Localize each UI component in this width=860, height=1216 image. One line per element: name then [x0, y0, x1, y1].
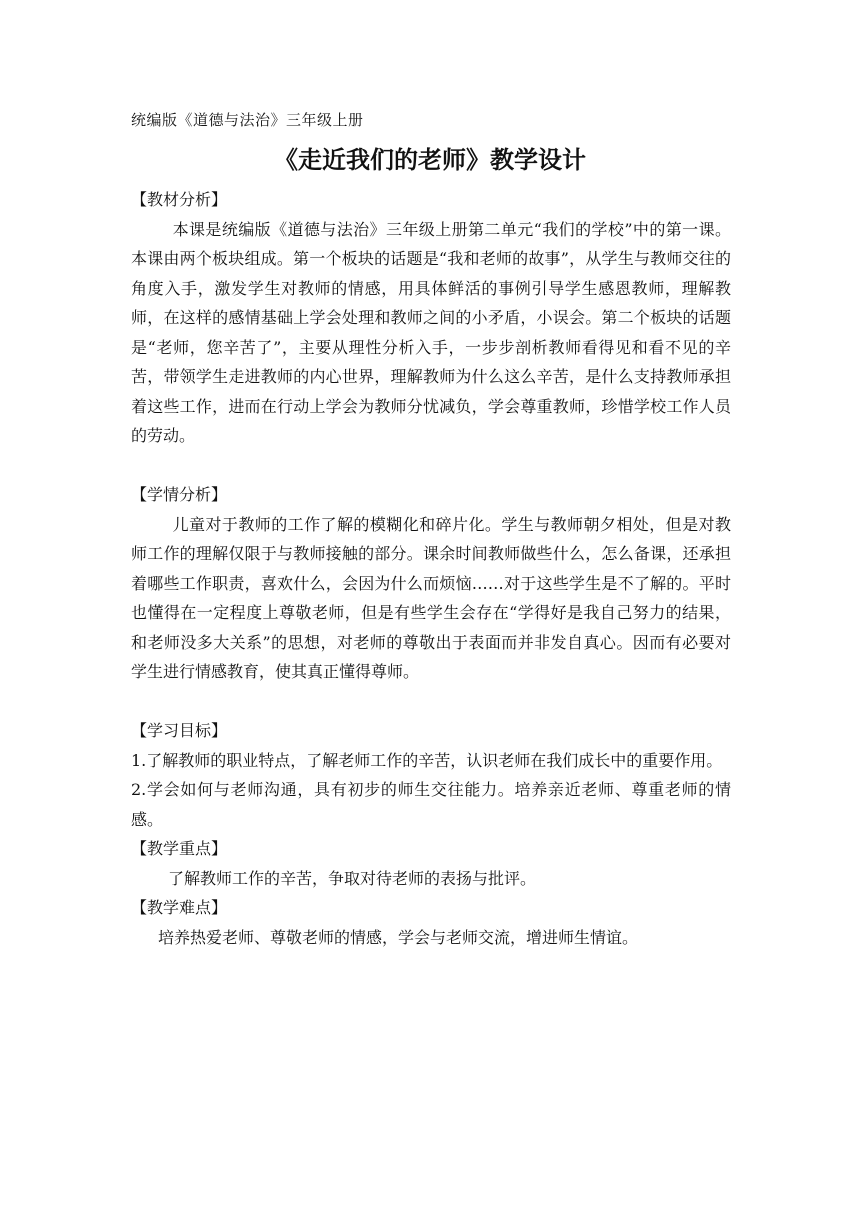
section-body-student: 儿童对于教师的工作了解的模糊化和碎片化。学生与教师朝夕相处，但是对教师工作的理解仅限于与教师接触的部分。课余时间教师做些什么，怎么备课，还承担着哪些工作职责，喜欢什么，会因为什么而烦恼……对于这些学生是不了解的。平时也懂得在一定程度上尊敬老师，但是有些学生会存在“学得好是我自己努力的结果，和老师没多大关系”的思想，对老师的尊敬出于表面而并非发自真心。因而有必要对学生进行情感教育，使其真正懂得尊师。 — [131, 514, 731, 681]
section-heading-material: 【教材分析】 — [131, 190, 228, 209]
document-body — [131, 185, 731, 952]
document-title: 《走近我们的老师》教学设计 — [274, 146, 586, 174]
document-subtitle: 统编版《道德与法治》三年级上册 — [131, 111, 364, 129]
section-body-material: 本课是统编版《道德与法治》三年级上册第二单元“我们的学校”中的第一课。本课由两个板块组成。第一个板块的话题是“我和老师的故事”，从学生与教师交往的角度入手，激发学生对教师的情感，用具体鲜活的事例引导学生感恩教师，理解教师，在这样的感情基础上学会处理和教师之间的小矛盾，小误会。第二个板块的话题是“老师，您辛苦了”，主要从理性分析入手，一步步剖析教师看得见和看不见的辛苦，带领学生走进教师的内心世界，理解教师为什么这么辛苦，是什么支持教师承担着这些工作，进而在行动上学会为教师分忧减负，学会尊重教师，珍惜学校工作人员的劳动。 — [131, 219, 731, 445]
section-learning-goals — [131, 716, 731, 834]
section-teaching-difficulty — [131, 893, 731, 952]
section-body-key-point: 了解教师工作的辛苦，争取对待老师的表扬与批评。 — [168, 868, 537, 888]
section-heading-difficulty: 【教学难点】 — [131, 898, 228, 917]
goal-item-2: 2.学会如何与老师沟通，具有初步的师生交往能力。培养亲近老师、尊重老师的情感。 — [131, 780, 731, 829]
section-material-analysis — [131, 185, 731, 451]
section-heading-student: 【学情分析】 — [131, 485, 228, 504]
section-heading-goals: 【学习目标】 — [131, 721, 228, 740]
goal-item-1: 1.了解教师的职业特点，了解老师工作的辛苦，认识老师在我们成长中的重要作用。 — [131, 750, 723, 770]
spacer — [131, 687, 731, 717]
spacer — [131, 451, 731, 481]
section-teaching-key-point — [131, 834, 731, 893]
section-heading-key-point: 【教学重点】 — [131, 839, 228, 858]
section-student-analysis — [131, 480, 731, 687]
section-body-difficulty: 培养热爱老师、尊敬老师的情感，学会与老师交流，增进师生情谊。 — [158, 927, 639, 947]
